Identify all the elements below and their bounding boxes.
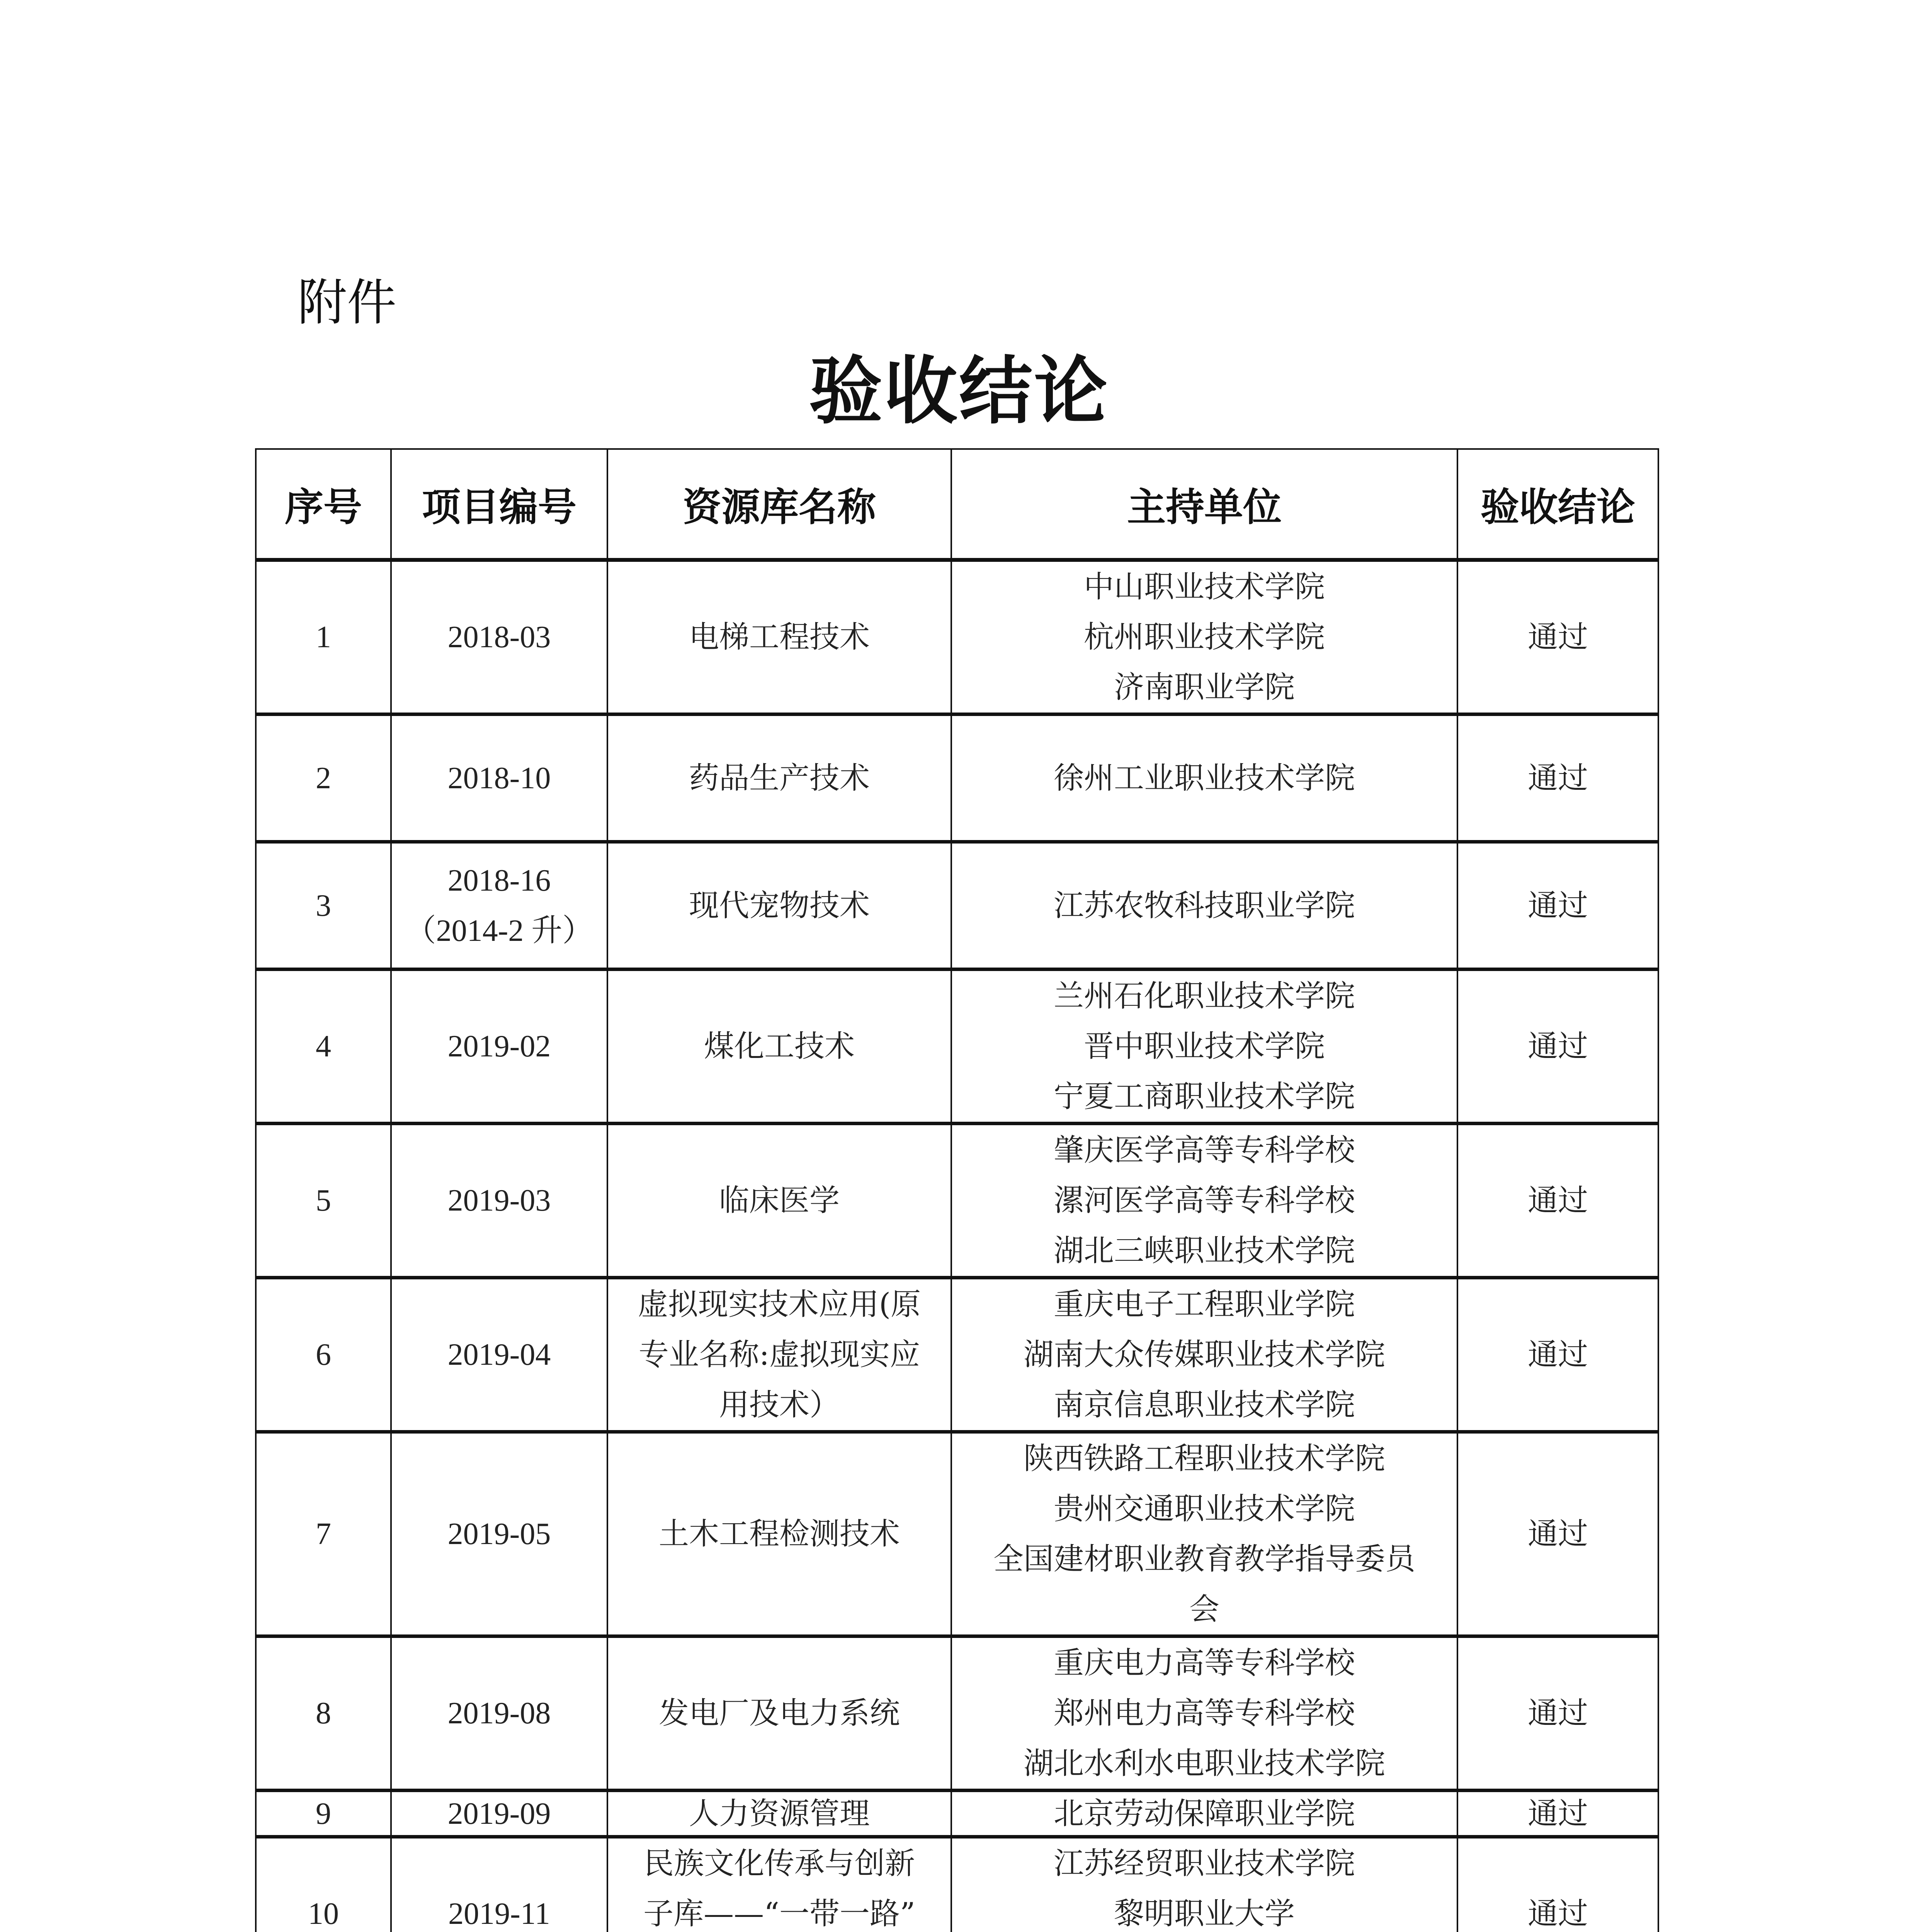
project-code-line: 2018-03 — [447, 620, 551, 654]
host-unit-line: 全国建材职业教育教学指导委员 — [993, 1542, 1415, 1577]
cell-project-code — [391, 1837, 607, 1932]
project-code-line: 2019-03 — [447, 1184, 551, 1218]
cell-resource-name — [607, 1636, 951, 1791]
cell-host-units — [951, 714, 1457, 842]
cell-no: 7 — [256, 1432, 391, 1636]
cell-host-units — [951, 842, 1457, 969]
cell-no: 8 — [256, 1636, 391, 1791]
cell-result: 通过 — [1457, 1124, 1658, 1278]
project-code-line: 2019-11 — [448, 1897, 550, 1931]
resource-name-line: 专业名称:虚拟现实应 — [638, 1337, 920, 1372]
resource-name-line: 子库——“一带一路” — [643, 1896, 915, 1931]
host-unit-line: 杭州职业技术学院 — [1083, 620, 1325, 655]
table-row — [256, 842, 1658, 969]
table-row — [256, 714, 1658, 842]
host-unit-line: 会 — [1189, 1592, 1219, 1627]
cell-result: 通过 — [1457, 714, 1658, 842]
resource-name-line: 用技术） — [719, 1388, 840, 1422]
table-row — [256, 1432, 1658, 1636]
cell-no: 6 — [256, 1278, 391, 1432]
cell-host-units — [951, 560, 1457, 714]
cell-project-code — [391, 1278, 607, 1432]
host-unit-line: 重庆电力高等专科学校 — [1053, 1646, 1355, 1680]
project-code-line: （2014-2 升） — [405, 913, 593, 948]
host-unit-line: 济南职业学院 — [1114, 670, 1295, 705]
resource-name-line: 虚拟现实技术应用(原 — [638, 1287, 921, 1322]
cell-result: 通过 — [1457, 1791, 1658, 1837]
project-code-line: 2019-04 — [447, 1338, 551, 1372]
table-row — [256, 1791, 1658, 1837]
host-unit-line: 郑州电力高等专科学校 — [1053, 1696, 1355, 1731]
host-unit-line: 重庆电子工程职业学院 — [1053, 1287, 1355, 1322]
resource-name-line: 发电厂及电力系统 — [658, 1696, 900, 1731]
cell-no: 4 — [256, 969, 391, 1124]
host-unit-line: 湖北水利水电职业技术学院 — [1023, 1746, 1385, 1781]
cell-host-units — [951, 1278, 1457, 1432]
cell-no: 3 — [256, 842, 391, 969]
cell-resource-name — [607, 1837, 951, 1932]
cell-resource-name — [607, 842, 951, 969]
document-title: 验收结论 — [809, 348, 1109, 434]
host-unit-line: 江苏农牧科技职业学院 — [1053, 888, 1355, 923]
cell-resource-name — [607, 1432, 951, 1636]
acceptance-table — [255, 448, 1659, 1932]
cell-project-code — [391, 560, 607, 714]
host-unit-line: 徐州工业职业技术学院 — [1053, 760, 1355, 796]
cell-project-code — [391, 1791, 607, 1837]
resource-name-line: 药品生产技术 — [689, 760, 870, 796]
host-unit-line: 湖北三峡职业技术学院 — [1053, 1233, 1355, 1268]
cell-project-code — [391, 1432, 607, 1636]
cell-host-units — [951, 1432, 1457, 1636]
host-unit-line: 晋中职业技术学院 — [1083, 1029, 1325, 1064]
header-result: 验收结论 — [1457, 449, 1658, 560]
resource-name-line: 临床医学 — [719, 1183, 840, 1218]
header-host-unit: 主持单位 — [951, 449, 1457, 560]
cell-resource-name — [607, 1791, 951, 1837]
cell-project-code — [391, 1124, 607, 1278]
cell-result: 通过 — [1457, 1278, 1658, 1432]
resource-name-line: 人力资源管理 — [689, 1796, 870, 1831]
header-resource-name: 资源库名称 — [607, 449, 951, 560]
host-unit-line: 江苏经贸职业技术学院 — [1053, 1846, 1355, 1881]
resource-name-line: 煤化工技术 — [704, 1029, 855, 1064]
host-unit-line: 贵州交通职业技术学院 — [1053, 1492, 1355, 1526]
project-code-line: 2019-05 — [447, 1517, 551, 1551]
project-code-line: 2019-09 — [447, 1796, 551, 1831]
cell-no: 10 — [256, 1837, 391, 1932]
cell-resource-name — [607, 969, 951, 1124]
resource-name-line: 现代宠物技术 — [689, 888, 870, 923]
host-unit-line: 中山职业技术学院 — [1083, 570, 1325, 604]
table-body — [256, 560, 1658, 1932]
table-row — [256, 1837, 1658, 1932]
project-code-line: 2019-08 — [447, 1696, 551, 1730]
project-code-line: 2018-10 — [447, 761, 551, 795]
cell-host-units — [951, 1837, 1457, 1932]
resource-name-line: 民族文化传承与创新 — [643, 1846, 915, 1881]
cell-project-code — [391, 1636, 607, 1791]
project-code-line: 2018-16 — [447, 863, 551, 898]
cell-result: 通过 — [1457, 1432, 1658, 1636]
cell-project-code — [391, 714, 607, 842]
project-code-line: 2019-02 — [447, 1029, 551, 1063]
table-header-row — [256, 449, 1658, 560]
cell-host-units — [951, 1636, 1457, 1791]
cell-project-code — [391, 969, 607, 1124]
host-unit-line: 北京劳动保障职业学院 — [1053, 1796, 1355, 1831]
table-row — [256, 1636, 1658, 1791]
cell-host-units — [951, 1791, 1457, 1837]
host-unit-line: 黎明职业大学 — [1114, 1896, 1295, 1931]
cell-resource-name — [607, 560, 951, 714]
host-unit-line: 南京信息职业技术学院 — [1053, 1388, 1355, 1422]
cell-result: 通过 — [1457, 1636, 1658, 1791]
cell-resource-name — [607, 1124, 951, 1278]
table-row — [256, 969, 1658, 1124]
cell-host-units — [951, 969, 1457, 1124]
cell-project-code — [391, 842, 607, 969]
cell-host-units — [951, 1124, 1457, 1278]
cell-result: 通过 — [1457, 842, 1658, 969]
cell-result: 通过 — [1457, 560, 1658, 714]
host-unit-line: 湖南大众传媒职业技术学院 — [1023, 1337, 1385, 1372]
cell-no: 9 — [256, 1791, 391, 1837]
cell-resource-name — [607, 1278, 951, 1432]
cell-resource-name — [607, 714, 951, 842]
cell-result: 通过 — [1457, 969, 1658, 1124]
host-unit-line: 宁夏工商职业技术学院 — [1053, 1079, 1355, 1114]
cell-no: 1 — [256, 560, 391, 714]
host-unit-line: 肇庆医学高等专科学校 — [1053, 1133, 1355, 1168]
cell-no: 2 — [256, 714, 391, 842]
table-row — [256, 560, 1658, 714]
header-project-code: 项目编号 — [391, 449, 607, 560]
resource-name-line: 电梯工程技术 — [689, 620, 870, 655]
host-unit-line: 兰州石化职业技术学院 — [1053, 979, 1355, 1014]
table-row — [256, 1278, 1658, 1432]
host-unit-line: 漯河医学高等专科学校 — [1053, 1183, 1355, 1218]
attachment-label: 附件 — [298, 274, 397, 332]
host-unit-line: 陕西铁路工程职业技术学院 — [1023, 1441, 1385, 1476]
table-row — [256, 1124, 1658, 1278]
resource-name-line: 土木工程检测技术 — [658, 1517, 900, 1551]
header-no: 序号 — [256, 449, 391, 560]
cell-result: 通过 — [1457, 1837, 1658, 1932]
cell-no: 5 — [256, 1124, 391, 1278]
